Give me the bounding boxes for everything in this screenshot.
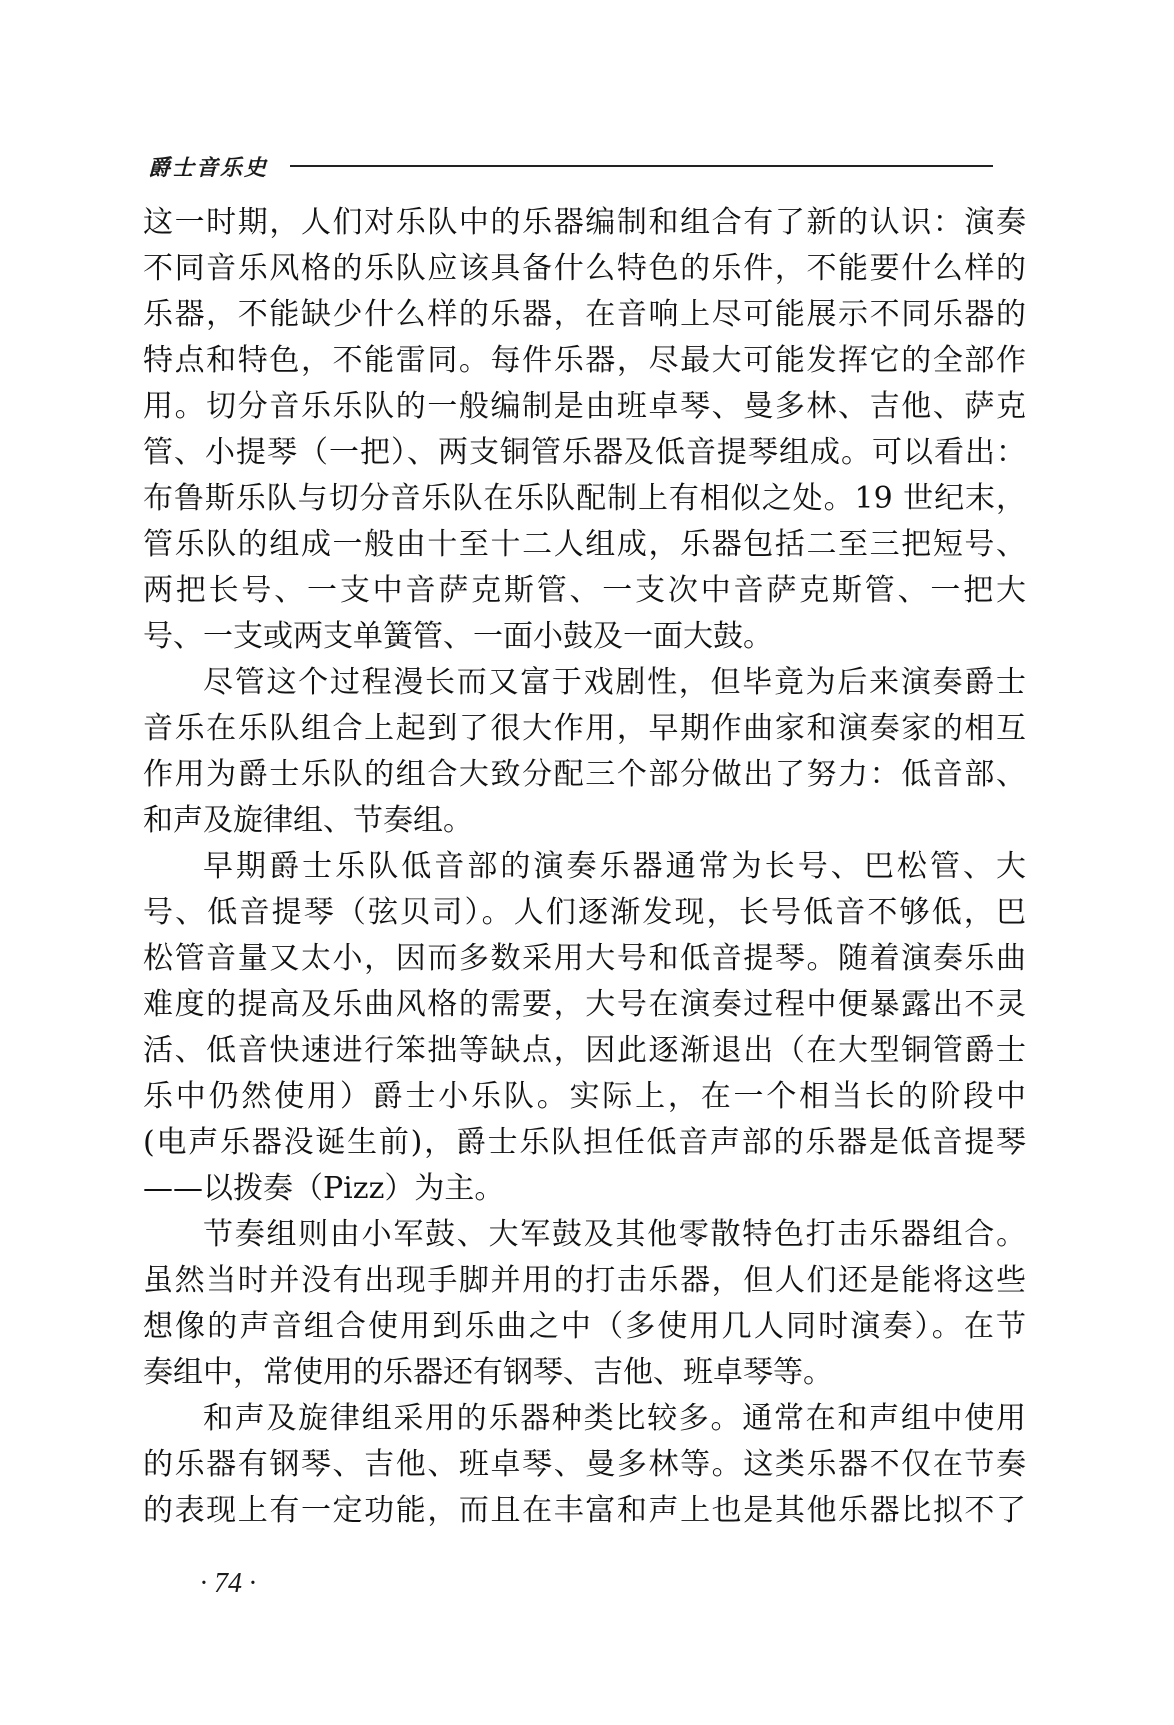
text-line: 和声及旋律组采用的乐器种类比较多。通常在和声组中使用 <box>203 1401 1026 1436</box>
paragraph-4 <box>143 1212 1026 1396</box>
text-line: 乐中仍然使用）爵士小乐队。实际上，在一个相当长的阶段中 <box>143 1079 1026 1114</box>
text-line: 早期爵士乐队低音部的演奏乐器通常为长号、巴松管、大 <box>203 849 1026 884</box>
body-text <box>143 200 1026 1534</box>
text-line: 号、一支或两支单簧管、一面小鼓及一面大鼓。 <box>143 619 773 654</box>
text-line: 这一时期，人们对乐队中的乐器编制和组合有了新的认识：演奏 <box>143 205 1026 240</box>
text-line: 虽然当时并没有出现手脚并用的打击乐器，但人们还是能将这些 <box>143 1263 1026 1298</box>
text-line: 难度的提高及乐曲风格的需要，大号在演奏过程中便暴露出不灵 <box>143 987 1026 1022</box>
text-line: 布鲁斯乐队与切分音乐队在乐队配制上有相似之处。19 世纪末， <box>143 481 1026 516</box>
text-line: 特点和特色，不能雷同。每件乐器，尽最大可能发挥它的全部作 <box>143 343 1026 378</box>
text-line: 松管音量又太小，因而多数采用大号和低音提琴。随着演奏乐曲 <box>143 941 1026 976</box>
text-line: (电声乐器没诞生前)，爵士乐队担任低音声部的乐器是低音提琴 <box>143 1125 1026 1160</box>
text-line: 和声及旋律组、节奏组。 <box>143 803 473 838</box>
text-line: 的表现上有一定功能，而且在丰富和声上也是其他乐器比拟不了 <box>143 1493 1026 1528</box>
text-line: 不同音乐风格的乐队应该具备什么特色的乐件，不能要什么样的 <box>143 251 1026 286</box>
running-header <box>148 150 993 182</box>
text-line: 想像的声音组合使用到乐曲之中（多使用几人同时演奏）。在节 <box>143 1309 1026 1344</box>
text-line: 两把长号、一支中音萨克斯管、一支次中音萨克斯管、一把大 <box>143 573 1026 608</box>
text-line: 活、低音快速进行笨拙等缺点，因此逐渐退出（在大型铜管爵士 <box>143 1033 1026 1068</box>
text-line: 奏组中，常使用的乐器还有钢琴、吉他、班卓琴等。 <box>143 1355 833 1390</box>
text-line: 节奏组则由小军鼓、大军鼓及其他零散特色打击乐器组合。 <box>203 1217 1026 1252</box>
text-line: 管、小提琴（一把）、两支铜管乐器及低音提琴组成。可以看出： <box>143 435 1026 470</box>
header-rule <box>290 165 993 167</box>
paragraph-1 <box>143 200 1026 660</box>
running-title: 爵士音乐史 <box>148 154 269 181</box>
text-line: 作用为爵士乐队的组合大致分配三个部分做出了努力：低音部、 <box>143 757 1026 792</box>
text-line: 尽管这个过程漫长而又富于戏剧性，但毕竟为后来演奏爵士 <box>203 665 1026 700</box>
text-line: 乐器，不能缺少什么样的乐器，在音响上尽可能展示不同乐器的 <box>143 297 1026 332</box>
paragraph-3 <box>143 844 1026 1212</box>
text-line: 管乐队的组成一般由十至十二人组成，乐器包括二至三把短号、 <box>143 527 1026 562</box>
paragraph-5 <box>143 1396 1026 1534</box>
text-line: 号、低音提琴（弦贝司）。人们逐渐发现，长号低音不够低，巴 <box>143 895 1026 930</box>
page-number: · 74 · <box>200 1568 256 1599</box>
text-line: ——以拨奏（Pizz）为主。 <box>143 1171 505 1206</box>
text-line: 用。切分音乐乐队的一般编制是由班卓琴、曼多林、吉他、萨克 <box>143 389 1026 424</box>
paragraph-2 <box>143 660 1026 844</box>
text-line: 音乐在乐队组合上起到了很大作用，早期作曲家和演奏家的相互 <box>143 711 1026 746</box>
text-line: 的乐器有钢琴、吉他、班卓琴、曼多林等。这类乐器不仅在节奏 <box>143 1447 1026 1482</box>
